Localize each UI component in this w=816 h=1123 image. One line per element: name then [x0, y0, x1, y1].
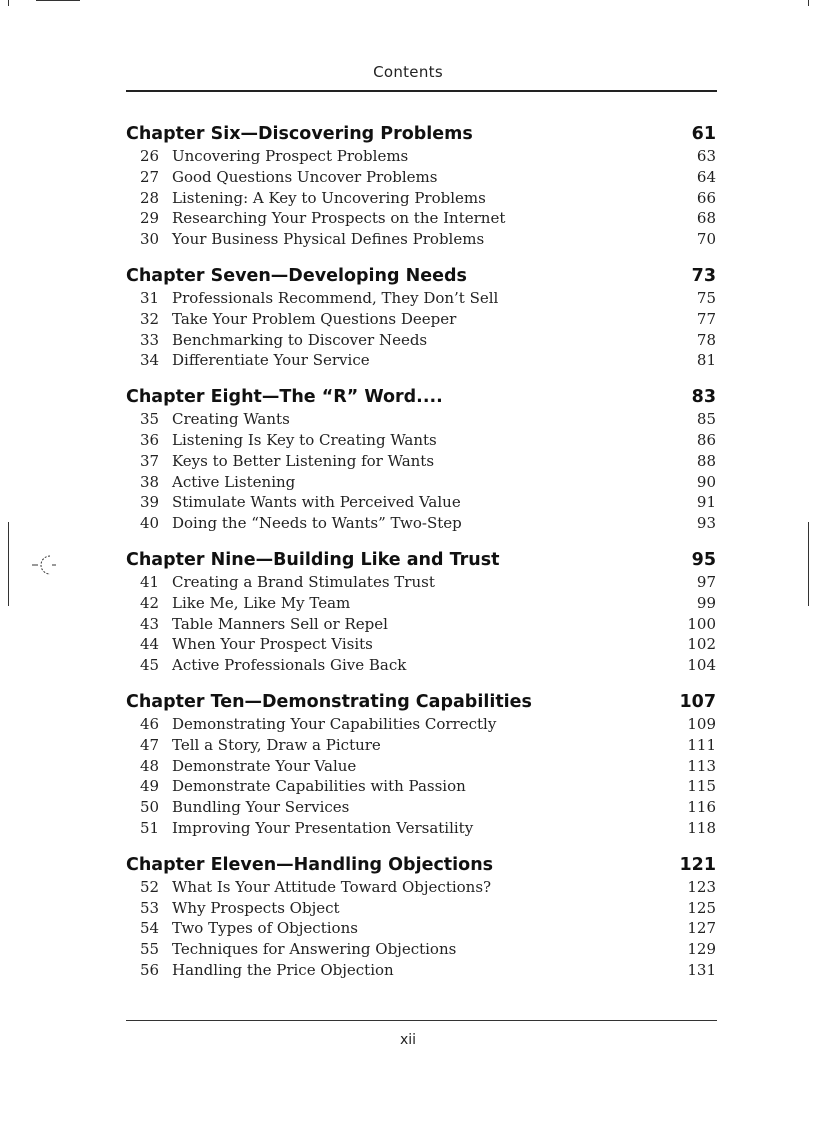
entry-number: 50: [140, 798, 160, 817]
entry-number: 54: [140, 919, 160, 938]
entry-page-number: 85: [696, 410, 716, 429]
entry-title: Demonstrate Your Value: [172, 756, 357, 775]
chapter-page-number: 73: [691, 265, 716, 286]
entry-page-number: 64: [696, 167, 716, 186]
entry-page-number: 86: [696, 430, 716, 449]
toc-entry[interactable]: [126, 593, 716, 614]
toc-entry[interactable]: [126, 146, 716, 167]
entry-page-number: 99: [696, 593, 716, 612]
entry-page-number: 102: [687, 635, 716, 654]
chapter-block: [126, 122, 716, 250]
entry-number: 40: [140, 514, 160, 533]
entry-title: Take Your Problem Questions Deeper: [172, 309, 457, 328]
entry-title: What Is Your Attitude Toward Objections?: [172, 877, 492, 896]
chapter-title: Chapter Eleven—Handling Objections: [126, 854, 494, 875]
entry-number: 33: [140, 330, 160, 349]
chapter-heading[interactable]: [126, 853, 716, 877]
entry-title: Professionals Recommend, They Don’t Sell: [172, 288, 499, 307]
entry-page-number: 109: [687, 714, 716, 733]
entry-number: 51: [140, 818, 160, 837]
entry-number: 41: [140, 572, 160, 591]
entry-title: Two Types of Objections: [172, 919, 358, 938]
entry-title: Doing the “Needs to Wants” Two-Step: [172, 514, 462, 533]
entry-page-number: 125: [687, 898, 716, 917]
side-mark-left: [8, 522, 9, 606]
toc-entry[interactable]: [126, 818, 716, 839]
chapter-title: Chapter Eight—The “R” Word....: [126, 387, 443, 408]
entry-number: 52: [140, 877, 160, 896]
chapter-title: Chapter Six—Discovering Problems: [126, 124, 473, 144]
toc-entry[interactable]: [126, 877, 716, 898]
entry-number: 28: [140, 188, 160, 207]
chapter-page-number: 61: [691, 124, 716, 144]
chapter-page-number: 83: [691, 387, 716, 408]
entry-number: 37: [140, 451, 160, 470]
chapter-heading[interactable]: [126, 122, 716, 146]
entry-page-number: 118: [687, 818, 716, 837]
entry-title: Creating a Brand Stimulates Trust: [172, 572, 435, 591]
entry-title: Active Professionals Give Back: [172, 656, 407, 675]
toc-entry[interactable]: [126, 188, 716, 209]
toc-entry[interactable]: [126, 513, 716, 534]
entry-title: Your Business Physical Defines Problems: [172, 230, 485, 249]
toc-entry[interactable]: [126, 714, 716, 735]
entry-page-number: 91: [696, 493, 716, 512]
entry-number: 32: [140, 309, 160, 328]
entry-number: 43: [140, 614, 160, 633]
header-rule: [126, 90, 717, 92]
entry-page-number: 70: [696, 230, 716, 249]
entry-page-number: 88: [696, 451, 716, 470]
entry-number: 36: [140, 430, 160, 449]
crop-mark-top-left: [36, 0, 80, 1]
entry-page-number: 78: [696, 330, 716, 349]
entry-page-number: 90: [696, 472, 716, 491]
chapter-block: [126, 690, 716, 839]
entry-number: 45: [140, 656, 160, 675]
entry-page-number: 129: [687, 940, 716, 959]
entry-number: 27: [140, 167, 160, 186]
entry-page-number: 81: [696, 351, 716, 370]
entry-page-number: 115: [687, 777, 716, 796]
entry-title: Keys to Better Listening for Wants: [172, 451, 435, 470]
entry-title: Demonstrating Your Capabilities Correctly: [172, 714, 497, 733]
chapter-title: Chapter Nine—Building Like and Trust: [126, 549, 500, 570]
entry-page-number: 111: [687, 735, 716, 754]
entry-title: Creating Wants: [172, 410, 290, 429]
chapter-block: [126, 385, 716, 534]
entry-page-number: 127: [687, 919, 716, 938]
entry-title: Good Questions Uncover Problems: [172, 167, 438, 186]
chapter-heading[interactable]: [126, 690, 716, 714]
entry-title: Researching Your Prospects on the Internet: [172, 209, 506, 228]
entry-page-number: 68: [696, 209, 716, 228]
entry-title: Uncovering Prospect Problems: [172, 147, 409, 165]
entry-title: Benchmarking to Discover Needs: [172, 330, 428, 349]
toc-entry[interactable]: [126, 756, 716, 777]
entry-title: Improving Your Presentation Versatility: [172, 818, 474, 837]
entry-page-number: 131: [687, 960, 716, 979]
toc-entry[interactable]: [126, 288, 716, 309]
chapter-title: Chapter Seven—Developing Needs: [126, 265, 467, 286]
toc-entry[interactable]: [126, 898, 716, 919]
entry-number: 44: [140, 635, 160, 654]
entry-page-number: 123: [687, 877, 716, 896]
toc-entry[interactable]: [126, 167, 716, 188]
toc-entry[interactable]: [126, 634, 716, 655]
entry-title: Tell a Story, Draw a Picture: [172, 735, 381, 754]
table-of-contents: [126, 122, 716, 995]
entry-title: Differentiate Your Service: [172, 351, 370, 370]
toc-entry[interactable]: [126, 330, 716, 351]
footer-rule: [126, 1020, 717, 1021]
entry-number: 56: [140, 960, 160, 979]
chapter-page-number: 107: [679, 691, 716, 712]
entry-page-number: 113: [687, 756, 716, 775]
entry-page-number: 100: [687, 614, 716, 633]
toc-entry[interactable]: [126, 939, 716, 960]
entry-page-number: 75: [696, 288, 716, 307]
entry-page-number: 97: [696, 572, 716, 591]
crop-mark-right-top: [808, 0, 809, 6]
toc-entry[interactable]: [126, 451, 716, 472]
entry-number: 38: [140, 472, 160, 491]
entry-title: Table Manners Sell or Repel: [172, 614, 388, 633]
registration-mark-icon: [32, 553, 56, 577]
entry-title: Stimulate Wants with Perceived Value: [172, 493, 461, 512]
toc-entry[interactable]: [126, 350, 716, 371]
toc-entry[interactable]: [126, 614, 716, 635]
entry-page-number: 63: [696, 147, 716, 165]
page-number: xii: [399, 1032, 417, 1048]
toc-entry[interactable]: [126, 776, 716, 797]
entry-number: 46: [140, 714, 160, 733]
running-header: Contents: [373, 63, 443, 81]
toc-entry[interactable]: [126, 430, 716, 451]
chapter-block: [126, 548, 716, 676]
entry-number: 47: [140, 735, 160, 754]
entry-number: 53: [140, 898, 160, 917]
entry-number: 55: [140, 940, 160, 959]
toc-entry[interactable]: [126, 409, 716, 430]
entry-title: Active Listening: [172, 472, 296, 491]
chapter-page-number: 95: [691, 549, 716, 570]
entry-title: Techniques for Answering Objections: [172, 940, 457, 959]
chapter-heading[interactable]: [126, 385, 716, 409]
entry-page-number: 104: [687, 656, 716, 675]
entry-title: Like Me, Like My Team: [172, 593, 351, 612]
entry-page-number: 93: [696, 514, 716, 533]
toc-entry[interactable]: [126, 960, 716, 981]
toc-entry[interactable]: [126, 492, 716, 513]
entry-number: 30: [140, 230, 160, 249]
entry-title: Listening: A Key to Uncovering Problems: [172, 188, 486, 207]
crop-mark-left-bottom: [8, 0, 9, 6]
chapter-heading[interactable]: [126, 264, 716, 288]
toc-entry[interactable]: [126, 918, 716, 939]
entry-number: 34: [140, 351, 160, 370]
toc-entry[interactable]: [126, 229, 716, 250]
entry-number: 31: [140, 288, 160, 307]
entry-number: 39: [140, 493, 160, 512]
entry-title: Demonstrate Capabilities with Passion: [172, 777, 466, 796]
chapter-page-number: 121: [679, 854, 716, 875]
entry-number: 49: [140, 777, 160, 796]
toc-entry[interactable]: [126, 572, 716, 593]
entry-title: Listening Is Key to Creating Wants: [172, 430, 437, 449]
toc-entry[interactable]: [126, 655, 716, 676]
toc-entry[interactable]: [126, 309, 716, 330]
chapter-title: Chapter Ten—Demonstrating Capabilities: [126, 691, 532, 712]
entry-number: 26: [140, 147, 160, 165]
chapter-heading[interactable]: [126, 548, 716, 572]
entry-title: Why Prospects Object: [172, 898, 340, 917]
entry-number: 42: [140, 593, 160, 612]
chapter-block: [126, 853, 716, 981]
toc-entry[interactable]: [126, 472, 716, 493]
side-mark-right: [808, 522, 809, 606]
toc-entry[interactable]: [126, 797, 716, 818]
entry-page-number: 77: [696, 309, 716, 328]
entry-title: When Your Prospect Visits: [172, 635, 373, 654]
entry-number: 29: [140, 209, 160, 228]
entry-title: Handling the Price Objection: [172, 960, 394, 979]
entry-number: 48: [140, 756, 160, 775]
toc-entry[interactable]: [126, 735, 716, 756]
entry-title: Bundling Your Services: [172, 798, 350, 817]
chapter-block: [126, 264, 716, 371]
entry-page-number: 66: [696, 188, 716, 207]
entry-number: 35: [140, 410, 160, 429]
entry-page-number: 116: [687, 798, 716, 817]
toc-entry[interactable]: [126, 208, 716, 229]
